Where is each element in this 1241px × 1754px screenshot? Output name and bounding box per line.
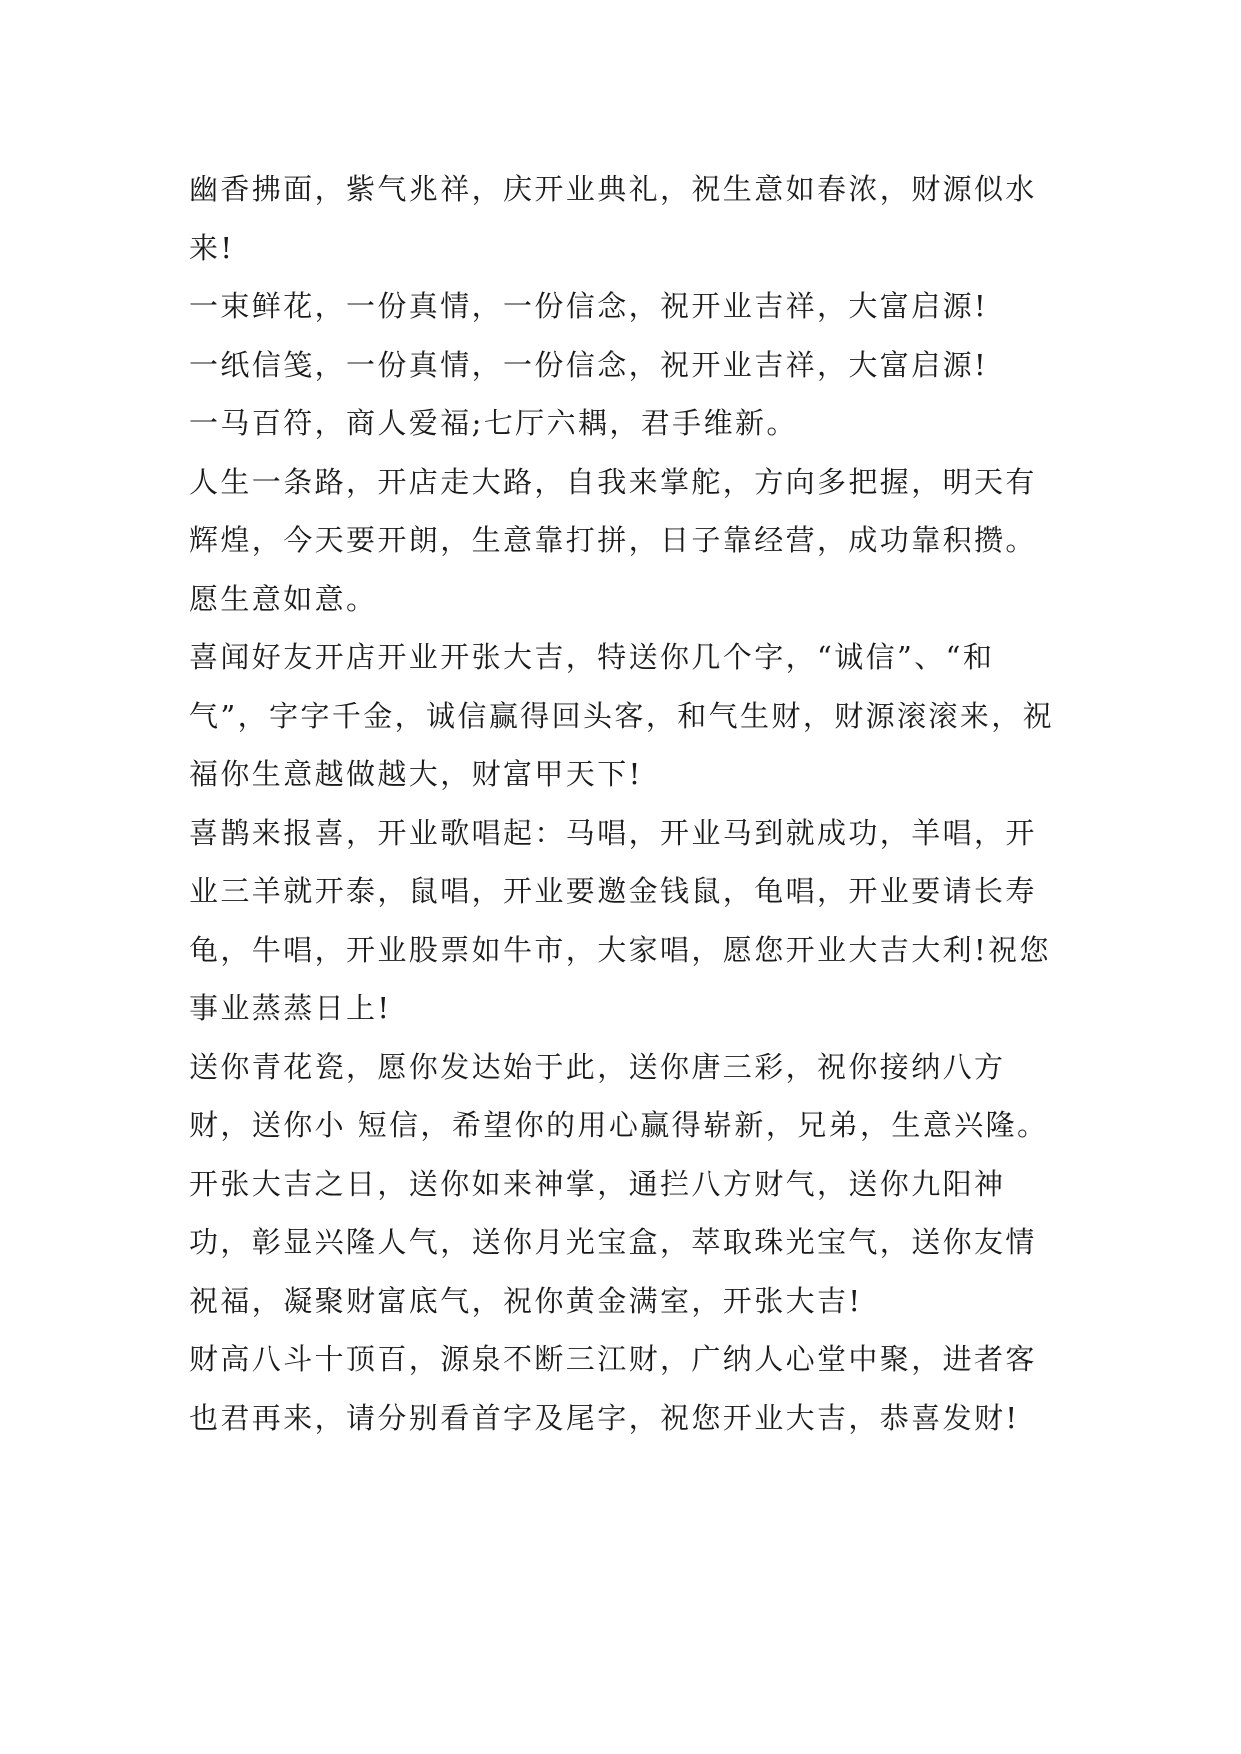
paragraph-4: 一马百符，商人爱福;七厅六耦，君手维新。 — [189, 406, 798, 440]
paragraph-10: 财高八斗十顶百，源泉不断三江财，广纳人心堂中聚，进者客也君再来，请分别看首字及尾字，祝您开业大吉，恭喜发财! — [189, 1342, 1037, 1435]
paragraph-6: 喜闻好友开店开业开张大吉，特送你几个字，“诚信”、“和气”，字字千金，诚信赢得回头客，和气生财，财源滚滚来，祝福你生意越做越大，财富甲天下! — [189, 640, 1055, 791]
paragraph-3: 一纸信笺，一份真情，一份信念，祝开业吉祥，大富启源! — [189, 347, 989, 382]
paragraph-7: 喜鹊来报喜，开业歌唱起：马唱，开业马到就成功，羊唱，开业三羊就开泰，鼠唱，开业要邀金钱鼠，龟唱，开业要请长寿龟，牛唱，开业股票如牛市，大家唱，愿您开业大吉大利!祝您事业蒸蒸日上! — [189, 815, 1051, 1025]
document-body — [189, 160, 1064, 1447]
paragraph-8: 送你青花瓷，愿你发达始于此，送你唐三彩，祝你接纳八方财，送你小 短信，希望你的用心赢得崭新，兄弟，生意兴隆。 — [189, 1049, 1049, 1142]
paragraph-5: 人生一条路，开店走大路，自我来掌舵，方向多把握，明天有辉煌，今天要开朗，生意靠打拼，日子靠经营，成功靠积攒。愿生意如意。 — [189, 464, 1037, 616]
paragraph-1: 幽香拂面，紫气兆祥，庆开业典礼，祝生意如春浓，财源似水来! — [189, 172, 1037, 265]
paragraph-2: 一束鲜花，一份真情，一份信念，祝开业吉祥，大富启源! — [189, 289, 989, 323]
paragraph-9: 开张大吉之日，送你如来神掌，通拦八方财气，送你九阳神功，彰显兴隆人气，送你月光宝盒，萃取珠光宝气，送你友情祝福，凝聚财富底气，祝你黄金满室，开张大吉! — [189, 1166, 1037, 1318]
